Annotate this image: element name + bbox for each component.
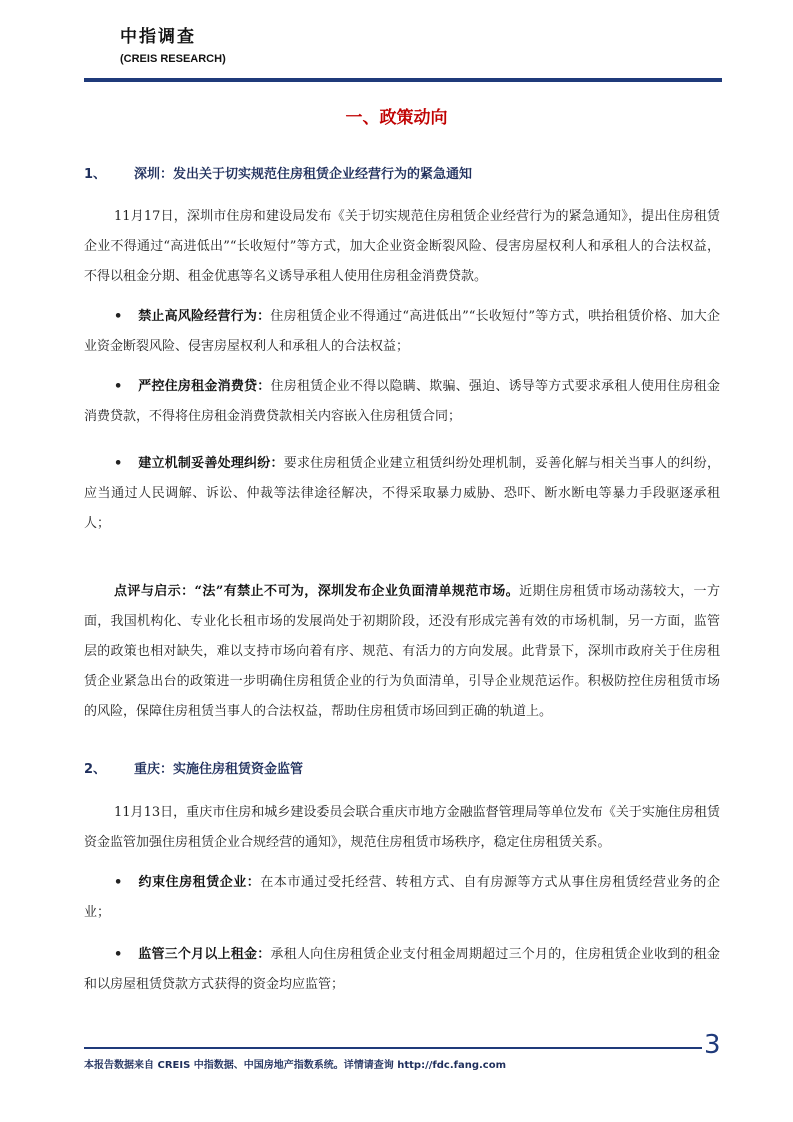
item1-number: 1、	[84, 167, 107, 182]
bullet-lead: 建立机制妥善处理纠纷：	[138, 456, 284, 471]
page-number: 3	[704, 1030, 721, 1060]
bullet-text: 在本市通过受托经营、转租方式、自有房源等方式从事住房租赁经营业务的企业；	[84, 875, 720, 920]
bullet-lead: 监管三个月以上租金：	[138, 947, 271, 962]
item1-intro: 11月17日，深圳市住房和建设局发布《关于切实规范住房租赁企业经营行为的紧急通知》，提出住房租赁企业不得通过“高进低出”“长收短付”等方式，加大企业资金断裂风险、侵害房屋权利人和承租人的合法权益，不得以租金分期、租金优惠等名义诱导承租人使用住房租金消费贷款。	[84, 209, 720, 284]
item2-heading	[84, 758, 303, 777]
bullet-dot: •	[114, 309, 123, 324]
item1-title: 深圳：发出关于切实规范住房租赁企业经营行为的紧急通知	[134, 167, 473, 182]
item2-title: 重庆：实施住房租赁资金监管	[134, 762, 304, 777]
brand-block	[120, 22, 226, 65]
bullet-text: 住房租赁企业不得以隐瞒、欺骗、强迫、诱导等方式要求承租人使用住房租金消费贷款，不得将住房租金消费贷款相关内容嵌入住房租赁合同；	[84, 379, 720, 424]
bullet-dot: •	[114, 456, 123, 471]
comment-text: 近期住房租赁市场动荡较大，一方面，我国机构化、专业化长租市场的发展尚处于初期阶段，还没有形成完善有效的市场机制，另一方面，监管层的政策也相对缺失，难以支持市场向着有序、规范、有活力的方向发展。此背景下，深圳市政府关于住房租赁企业紧急出台的政策进一步明确住房租赁企业的行为负面清单，引导企业规范运作。积极防控住房租赁市场的风险，保障住房租赁当事人的合法权益，帮助住房租赁市场回到正确的轨道上。	[84, 584, 720, 719]
footer-source: 本报告数据来自 CREIS 中指数据、中国房地产指数系统。详情请查询 http://fdc.fang.com	[84, 1060, 507, 1071]
bullet-text: 住房租赁企业不得通过“高进低出”“长收短付”等方式，哄抬租赁价格、加大企业资金断裂风险、侵害房屋权利人和承租人的合法权益；	[84, 309, 720, 354]
item1-heading	[84, 163, 472, 182]
brand-name-cn: 中指调查	[120, 27, 196, 47]
item1-comment	[84, 577, 720, 727]
bullet-lead: 约束住房租赁企业：	[138, 875, 261, 890]
header-divider	[84, 78, 722, 82]
item1-bullet	[84, 302, 720, 362]
item1-bullet	[84, 372, 720, 432]
bullet-dot: •	[114, 875, 123, 890]
item2-bullet	[84, 940, 720, 1000]
bullet-lead: 禁止高风险经营行为：	[138, 309, 271, 324]
brand-name-en: (CREIS RESEARCH)	[120, 53, 226, 65]
item2-intro: 11月13日，重庆市住房和城乡建设委员会联合重庆市地方金融监督管理局等单位发布《关于实施住房租赁资金监管加强住房租赁企业合规经营的通知》，规范住房租赁市场秩序，稳定住房租赁关系。	[84, 805, 720, 850]
comment-lead: 点评与启示：“法”有禁止不可为，深圳发布企业负面清单规范市场。	[114, 584, 520, 599]
item2-bullet	[84, 868, 720, 928]
bullet-dot: •	[114, 379, 123, 394]
bullet-text: 承租人向住房租赁企业支付租金周期超过三个月的，住房租赁企业收到的租金和以房屋租赁贷款方式获得的资金均应监管；	[84, 947, 720, 992]
item1-bullet	[84, 449, 720, 539]
bullet-dot: •	[114, 947, 123, 962]
bullet-text: 要求住房租赁企业建立租赁纠纷处理机制，妥善化解与相关当事人的纠纷，应当通过人民调解、诉讼、仲裁等法律途径解决，不得采取暴力威胁、恐吓、断水断电等暴力手段驱逐承租人；	[84, 456, 720, 531]
bullet-lead: 严控住房租金消费贷：	[138, 379, 271, 394]
footer-divider	[84, 1047, 702, 1049]
item2-number: 2、	[84, 762, 107, 777]
section-title: 一、政策动向	[345, 108, 448, 128]
